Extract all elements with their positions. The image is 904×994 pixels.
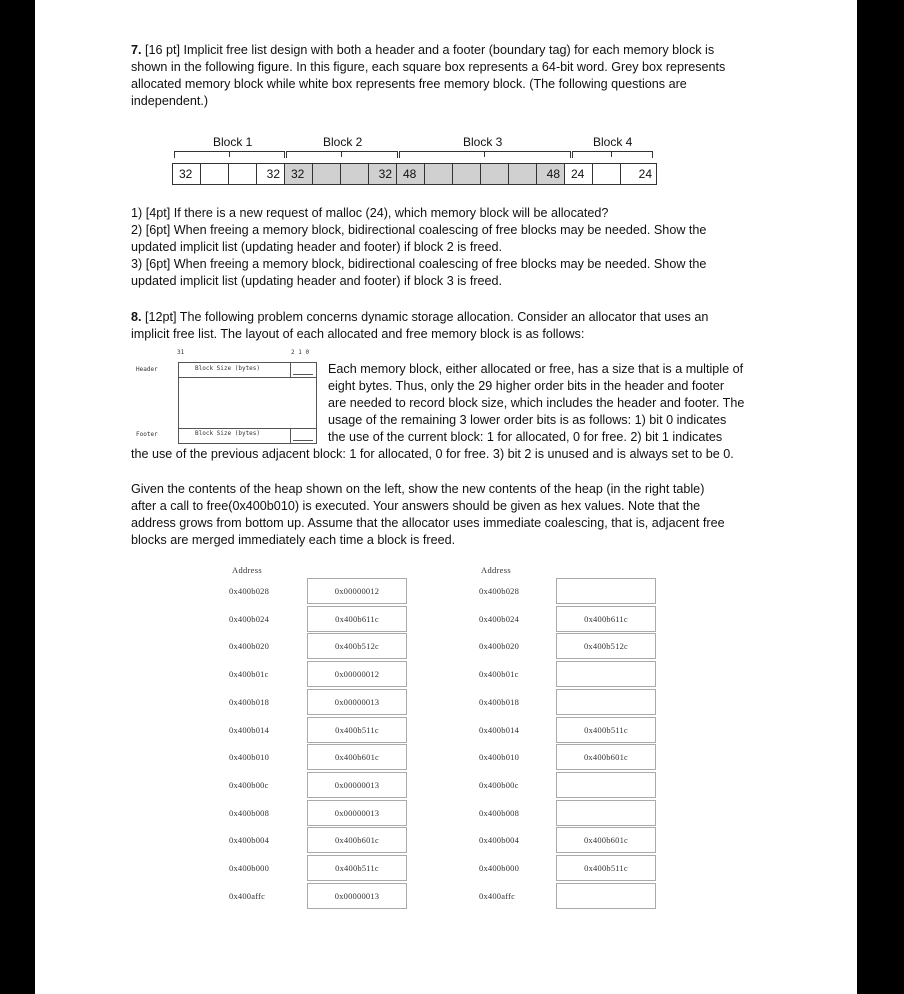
heap-value-cell: 0x00000013	[307, 800, 407, 826]
q7-line-3: allocated memory block while white box represents free memory block. (The following questions are	[131, 77, 687, 91]
word-cell	[481, 164, 509, 184]
q8-number: 8.	[131, 310, 142, 324]
header-block-size: Block Size (bytes)	[195, 365, 261, 372]
word-cell: 48	[537, 164, 565, 184]
q7-line-2: shown in the following figure. In this figure, each square box represents a 64-bit word. Grey box represents	[131, 60, 726, 74]
heap-answer-cell[interactable]	[556, 800, 656, 826]
q8-line-2: implicit free list. The layout of each allocated and free memory block is as follows:	[131, 327, 585, 341]
address-label: 0x400b004	[229, 835, 270, 846]
word-cell	[509, 164, 537, 184]
word-cell	[453, 164, 481, 184]
heap-value-cell: 0x00000013	[307, 772, 407, 798]
word-cell: 48	[397, 164, 425, 184]
address-label: 0x400b024	[479, 613, 520, 624]
word-cell: 32	[257, 164, 285, 184]
heap-value-cell: 0x400b601c	[307, 827, 407, 853]
word-cell	[593, 164, 621, 184]
q7-number: 7.	[131, 43, 142, 57]
heap-answer-cell[interactable]	[556, 578, 656, 604]
bit-210-label: 2 1 0	[291, 349, 310, 356]
address-label: 0x400b028	[229, 586, 270, 596]
left-address-header: Address	[232, 565, 262, 575]
heap-answer-cell[interactable]: 0x400b511c	[556, 717, 656, 743]
word-cell	[201, 164, 229, 184]
footer-label: Footer	[136, 431, 158, 438]
address-label: 0x400b028	[479, 586, 520, 596]
word-cell	[425, 164, 453, 184]
address-label: 0x400b000	[479, 863, 520, 873]
block-2-label: Block 2	[323, 135, 363, 149]
heap-value-cell: 0x400b512c	[307, 633, 407, 659]
right-address-header: Address	[481, 565, 511, 575]
address-label: 0x400b01c	[479, 669, 519, 680]
memory-words-row	[172, 163, 657, 185]
q7-sub-line: 3) [6pt] When freeing a memory block, bidirectional coalescing of free blocks may be needed. Show the	[131, 257, 707, 271]
word-cell: 32	[285, 164, 313, 184]
address-label: 0x400b020	[229, 641, 270, 652]
footer-block-size: Block Size (bytes)	[195, 430, 261, 437]
address-label: 0x400b024	[229, 613, 270, 624]
given-line: blocks are merged immediately each time a block is freed.	[131, 533, 456, 547]
heap-value-cell: 0x400b511c	[307, 855, 407, 881]
q7-sub-line: updated implicit list (updating header and footer) if block 3 is freed.	[131, 274, 503, 288]
address-label: 0x400b018	[229, 696, 270, 707]
desc-line: usage of the remaining 3 lower order bits is as follows: 1) bit 0 indicates	[328, 413, 727, 427]
block-3-brace	[399, 151, 571, 158]
heap-answer-cell[interactable]: 0x400b511c	[556, 855, 656, 881]
heap-value-cell: 0x400b611c	[307, 606, 407, 632]
heap-answer-cell[interactable]	[556, 772, 656, 798]
block-1-label: Block 1	[213, 135, 253, 149]
desc-line: the use of the current block: 1 for allocated, 0 for free. 2) bit 1 indicates	[328, 430, 723, 444]
heap-answer-cell[interactable]	[556, 689, 656, 715]
address-label: 0x400b00c	[479, 779, 519, 790]
address-label: 0x400b014	[229, 724, 270, 735]
heap-value-cell: 0x00000013	[307, 689, 407, 715]
word-cell	[341, 164, 369, 184]
address-label: 0x400b010	[229, 752, 270, 763]
address-label: 0x400b018	[479, 696, 520, 707]
address-label: 0x400b014	[479, 724, 520, 735]
q7-sub-line: 2) [6pt] When freeing a memory block, bidirectional coalescing of free blocks may be needed. Show the	[131, 223, 707, 237]
address-label: 0x400affc	[229, 890, 266, 901]
header-label: Header	[136, 366, 158, 373]
word-cell	[313, 164, 341, 184]
q8-line-1: 8. [12pt] The following problem concerns dynamic storage allocation. Consider an allocator that uses an	[131, 310, 709, 324]
address-label: 0x400affc	[479, 890, 516, 901]
heap-value-cell: 0x00000012	[307, 578, 407, 604]
heap-answer-cell[interactable]: 0x400b611c	[556, 606, 656, 632]
desc-line: Each memory block, either allocated or free, has a size that is a multiple of	[328, 362, 744, 376]
word-cell: 24	[638, 167, 652, 181]
word-cell: 32	[173, 164, 201, 184]
address-label: 0x400b00c	[229, 779, 269, 790]
address-label: 0x400b010	[479, 752, 520, 763]
block-4-label: Block 4	[593, 135, 633, 149]
desc-line: eight bytes. Thus, only the 29 higher order bits in the header and footer	[328, 379, 725, 393]
block-2-brace	[286, 151, 398, 158]
heap-answer-cell[interactable]	[556, 883, 656, 909]
given-line: address grows from bottom up. Assume that the allocator uses immediate coalescing, that is, adjacent free	[131, 516, 725, 530]
heap-value-cell: 0x00000012	[307, 661, 407, 687]
heap-value-cell: 0x00000013	[307, 883, 407, 909]
address-label: 0x400b020	[479, 641, 520, 652]
word-cell	[229, 164, 257, 184]
address-label: 0x400b008	[229, 807, 270, 818]
q7-sub-line: 1) [4pt] If there is a new request of malloc (24), which memory block will be allocated?	[131, 206, 609, 220]
q7-line-1: 7. [16 pt] Implicit free list design with both a header and a footer (boundary tag) for each memory block is	[131, 43, 715, 57]
q7-line-4: independent.)	[131, 94, 209, 108]
block-3-label: Block 3	[463, 135, 503, 149]
address-label: 0x400b004	[479, 835, 520, 846]
given-line: after a call to free(0x400b010) is executed. Your answers should be given as hex values. Note that the	[131, 499, 701, 513]
q7-sub-line: updated implicit list (updating header and footer) if block 2 is freed.	[131, 240, 503, 254]
address-label: 0x400b008	[479, 807, 520, 818]
bit-31-label: 31	[177, 349, 185, 356]
document-page	[35, 0, 857, 994]
desc-line: are needed to record block size, which includes the header and footer. The	[328, 396, 745, 410]
address-label: 0x400b01c	[229, 669, 269, 680]
word-cell: 32	[369, 164, 397, 184]
heap-value-cell: 0x400b601c	[307, 744, 407, 770]
block-4-brace	[572, 151, 653, 158]
word-cell: 24	[565, 164, 593, 184]
heap-answer-cell[interactable]: 0x400b601c	[556, 744, 656, 770]
heap-value-cell: 0x400b511c	[307, 717, 407, 743]
given-line: Given the contents of the heap shown on the left, show the new contents of the heap (in the right table)	[131, 482, 705, 496]
heap-answer-cell[interactable]: 0x400b512c	[556, 633, 656, 659]
heap-answer-cell[interactable]	[556, 661, 656, 687]
address-label: 0x400b000	[229, 863, 270, 873]
heap-answer-cell[interactable]: 0x400b601c	[556, 827, 656, 853]
desc-line: the use of the previous adjacent block: 1 for allocated, 0 for free. 3) bit 2 is unused and is always set to be 0.	[131, 447, 734, 461]
